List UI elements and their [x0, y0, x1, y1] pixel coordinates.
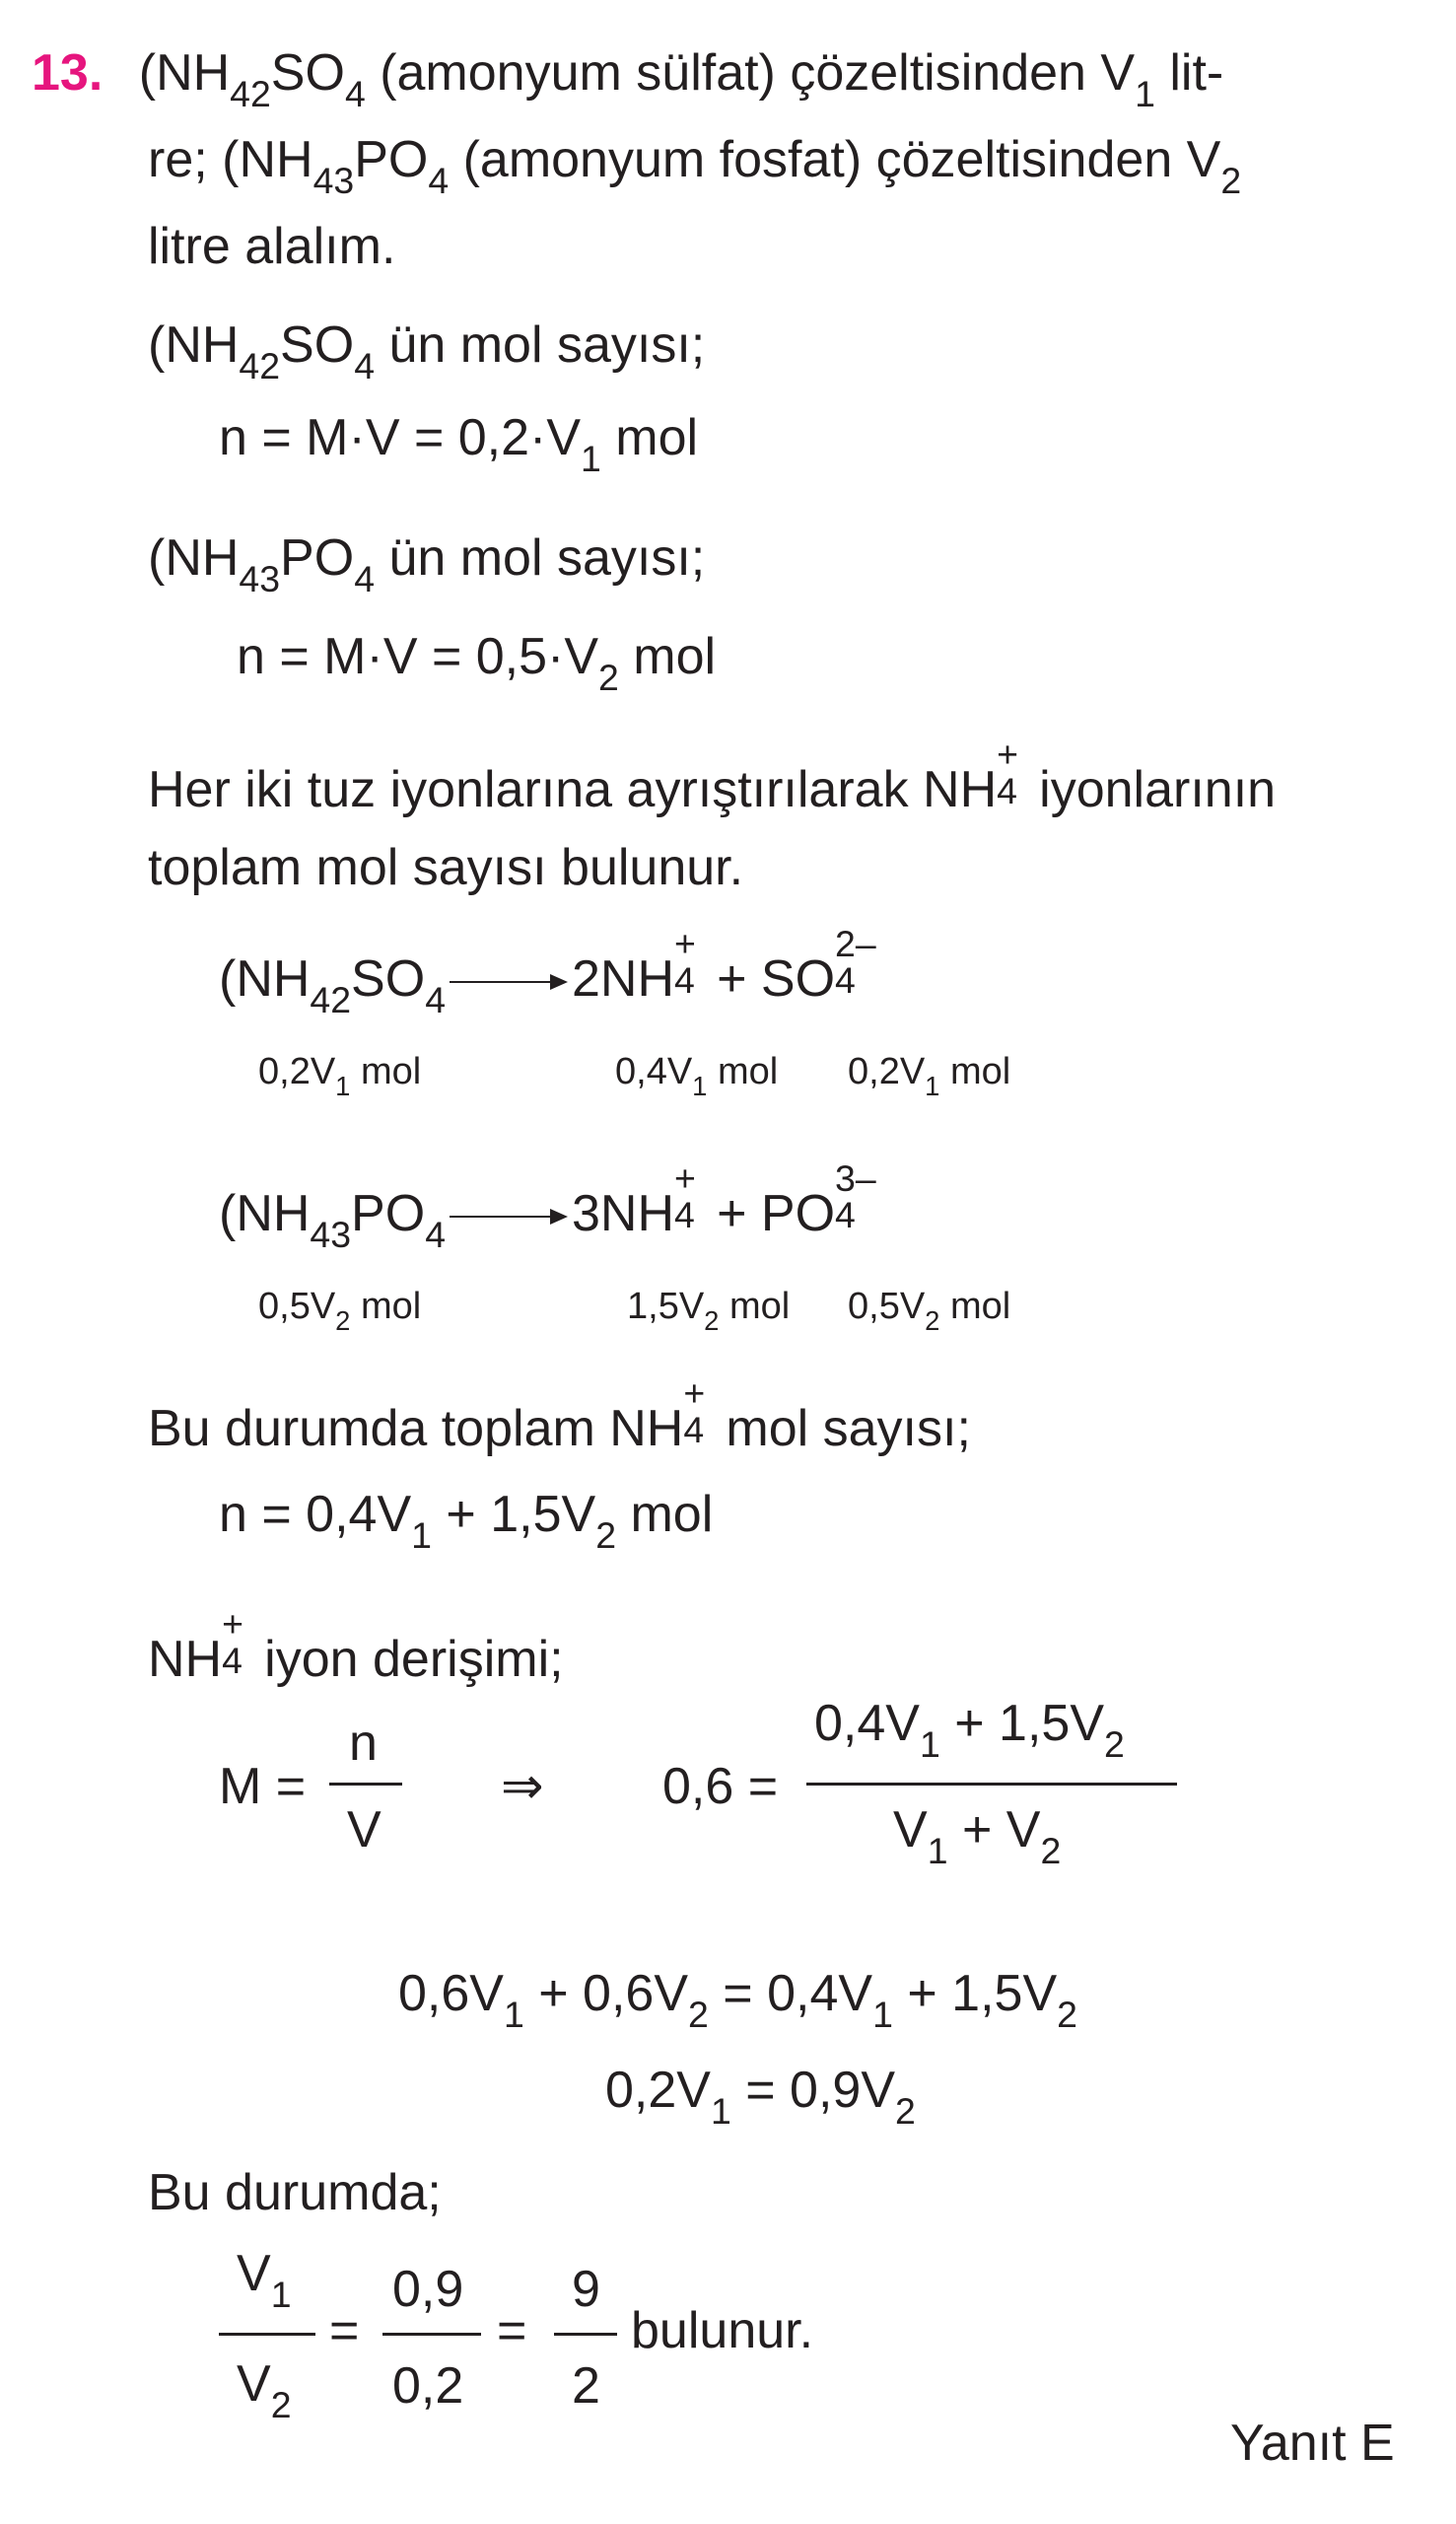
conc-fraction-bar [806, 1783, 1177, 1786]
molarity-fraction-bar [329, 1783, 402, 1786]
reaction-2-mol-po4: $0,5V_2$ mol [848, 1286, 1011, 1337]
problem-line-1: 13. ($NH_{42}SO_4$ (amonyum sülfat) çözeltisinden $V_1$ lit- [32, 44, 1224, 114]
mol1-label: ($NH_{42}SO_4$ ün mol sayısı; [148, 316, 706, 386]
mol2-equation: $n = M\cdot V = 0,5\cdot V_2$ mol [237, 628, 717, 698]
reaction-2-mol-lhs: $0,5V_2$ mol [258, 1286, 422, 1337]
molarity-eq-label: M = [219, 1758, 307, 1815]
conc-denominator: $V_1 + V_2$ [893, 1801, 1062, 1871]
explain-line-2: toplam mol sayısı bulunur. [148, 839, 744, 896]
result-intro: Bu durumda; [148, 2164, 442, 2221]
molarity-numerator: n [349, 1715, 378, 1772]
solve-line-2: $0,2V_1 = 0,9V_2$ [605, 2062, 916, 2132]
mol1-equation: $n = M\cdot V = 0,2\cdot V_1$ mol [219, 409, 699, 479]
reaction-1-mol-so4: $0,2V_1$ mol [848, 1051, 1011, 1102]
reaction-1-mol-nh4: $0,4V_1$ mol [615, 1051, 779, 1102]
conc-lhs: 0,6 = [662, 1758, 779, 1815]
ratio-value-denominator: 0,2 [392, 2357, 464, 2415]
reaction-1-mol-lhs: $0,2V_1$ mol [258, 1051, 422, 1102]
problem-number: 13. [32, 44, 104, 102]
total-label: Bu durumda toplam NH + 4 mol sayısı; [148, 1371, 971, 1457]
conc-label: NH + 4 iyon derişimi; [148, 1602, 564, 1688]
solve-line-1: $0,6V_1 + 0,6V_2 = 0,4V_1 + 1,5V_2$ [398, 1965, 1077, 2035]
implies-icon: ⇒ [501, 1758, 544, 1815]
reaction-2: ($NH_{43}PO_4$ 3NH + 4 + PO 3– 4 [219, 1157, 876, 1255]
molarity-denominator: V [347, 1801, 381, 1858]
problem-line-3: litre alalım. [148, 218, 396, 275]
reaction-arrow-icon [450, 972, 568, 992]
reaction-2-mol-nh4: $1,5V_2$ mol [627, 1286, 791, 1337]
answer: Yanıt E [1230, 2415, 1395, 2472]
result-tail: bulunur. [631, 2302, 814, 2359]
conc-numerator: $0,4V_1 + 1,5V_2$ [814, 1695, 1125, 1765]
ratio-denominator: $V_2$ [237, 2355, 292, 2425]
ratio-equals-1: = [329, 2302, 360, 2359]
ratio-value-fraction-bar [382, 2333, 481, 2336]
ratio-value-numerator: 0,9 [392, 2261, 464, 2318]
ratio-simplified-numerator: 9 [572, 2261, 600, 2318]
reaction-1: ($NH_{42}SO_4$ 2NH + 4 + SO 2– 4 [219, 922, 876, 1020]
total-equation: $n = 0,4V_1 + 1,5V_2$ mol [219, 1486, 714, 1556]
ratio-simplified-fraction-bar [554, 2333, 617, 2336]
problem-line-2: re; ($NH_{43}PO_4$ (amonyum fosfat) çözeltisinden $V_2$ [148, 131, 1242, 201]
ratio-equals-2: = [497, 2302, 527, 2359]
ratio-simplified-denominator: 2 [572, 2357, 600, 2415]
ratio-fraction-bar [219, 2333, 315, 2336]
mol2-label: ($NH_{43}PO_4$ ün mol sayısı; [148, 529, 706, 599]
explain-line-1: Her iki tuz iyonlarına ayrıştırılarak NH + 4 iyonlarının [148, 733, 1277, 818]
reaction-arrow-icon [450, 1207, 568, 1227]
ratio-numerator: $V_1$ [237, 2245, 292, 2315]
